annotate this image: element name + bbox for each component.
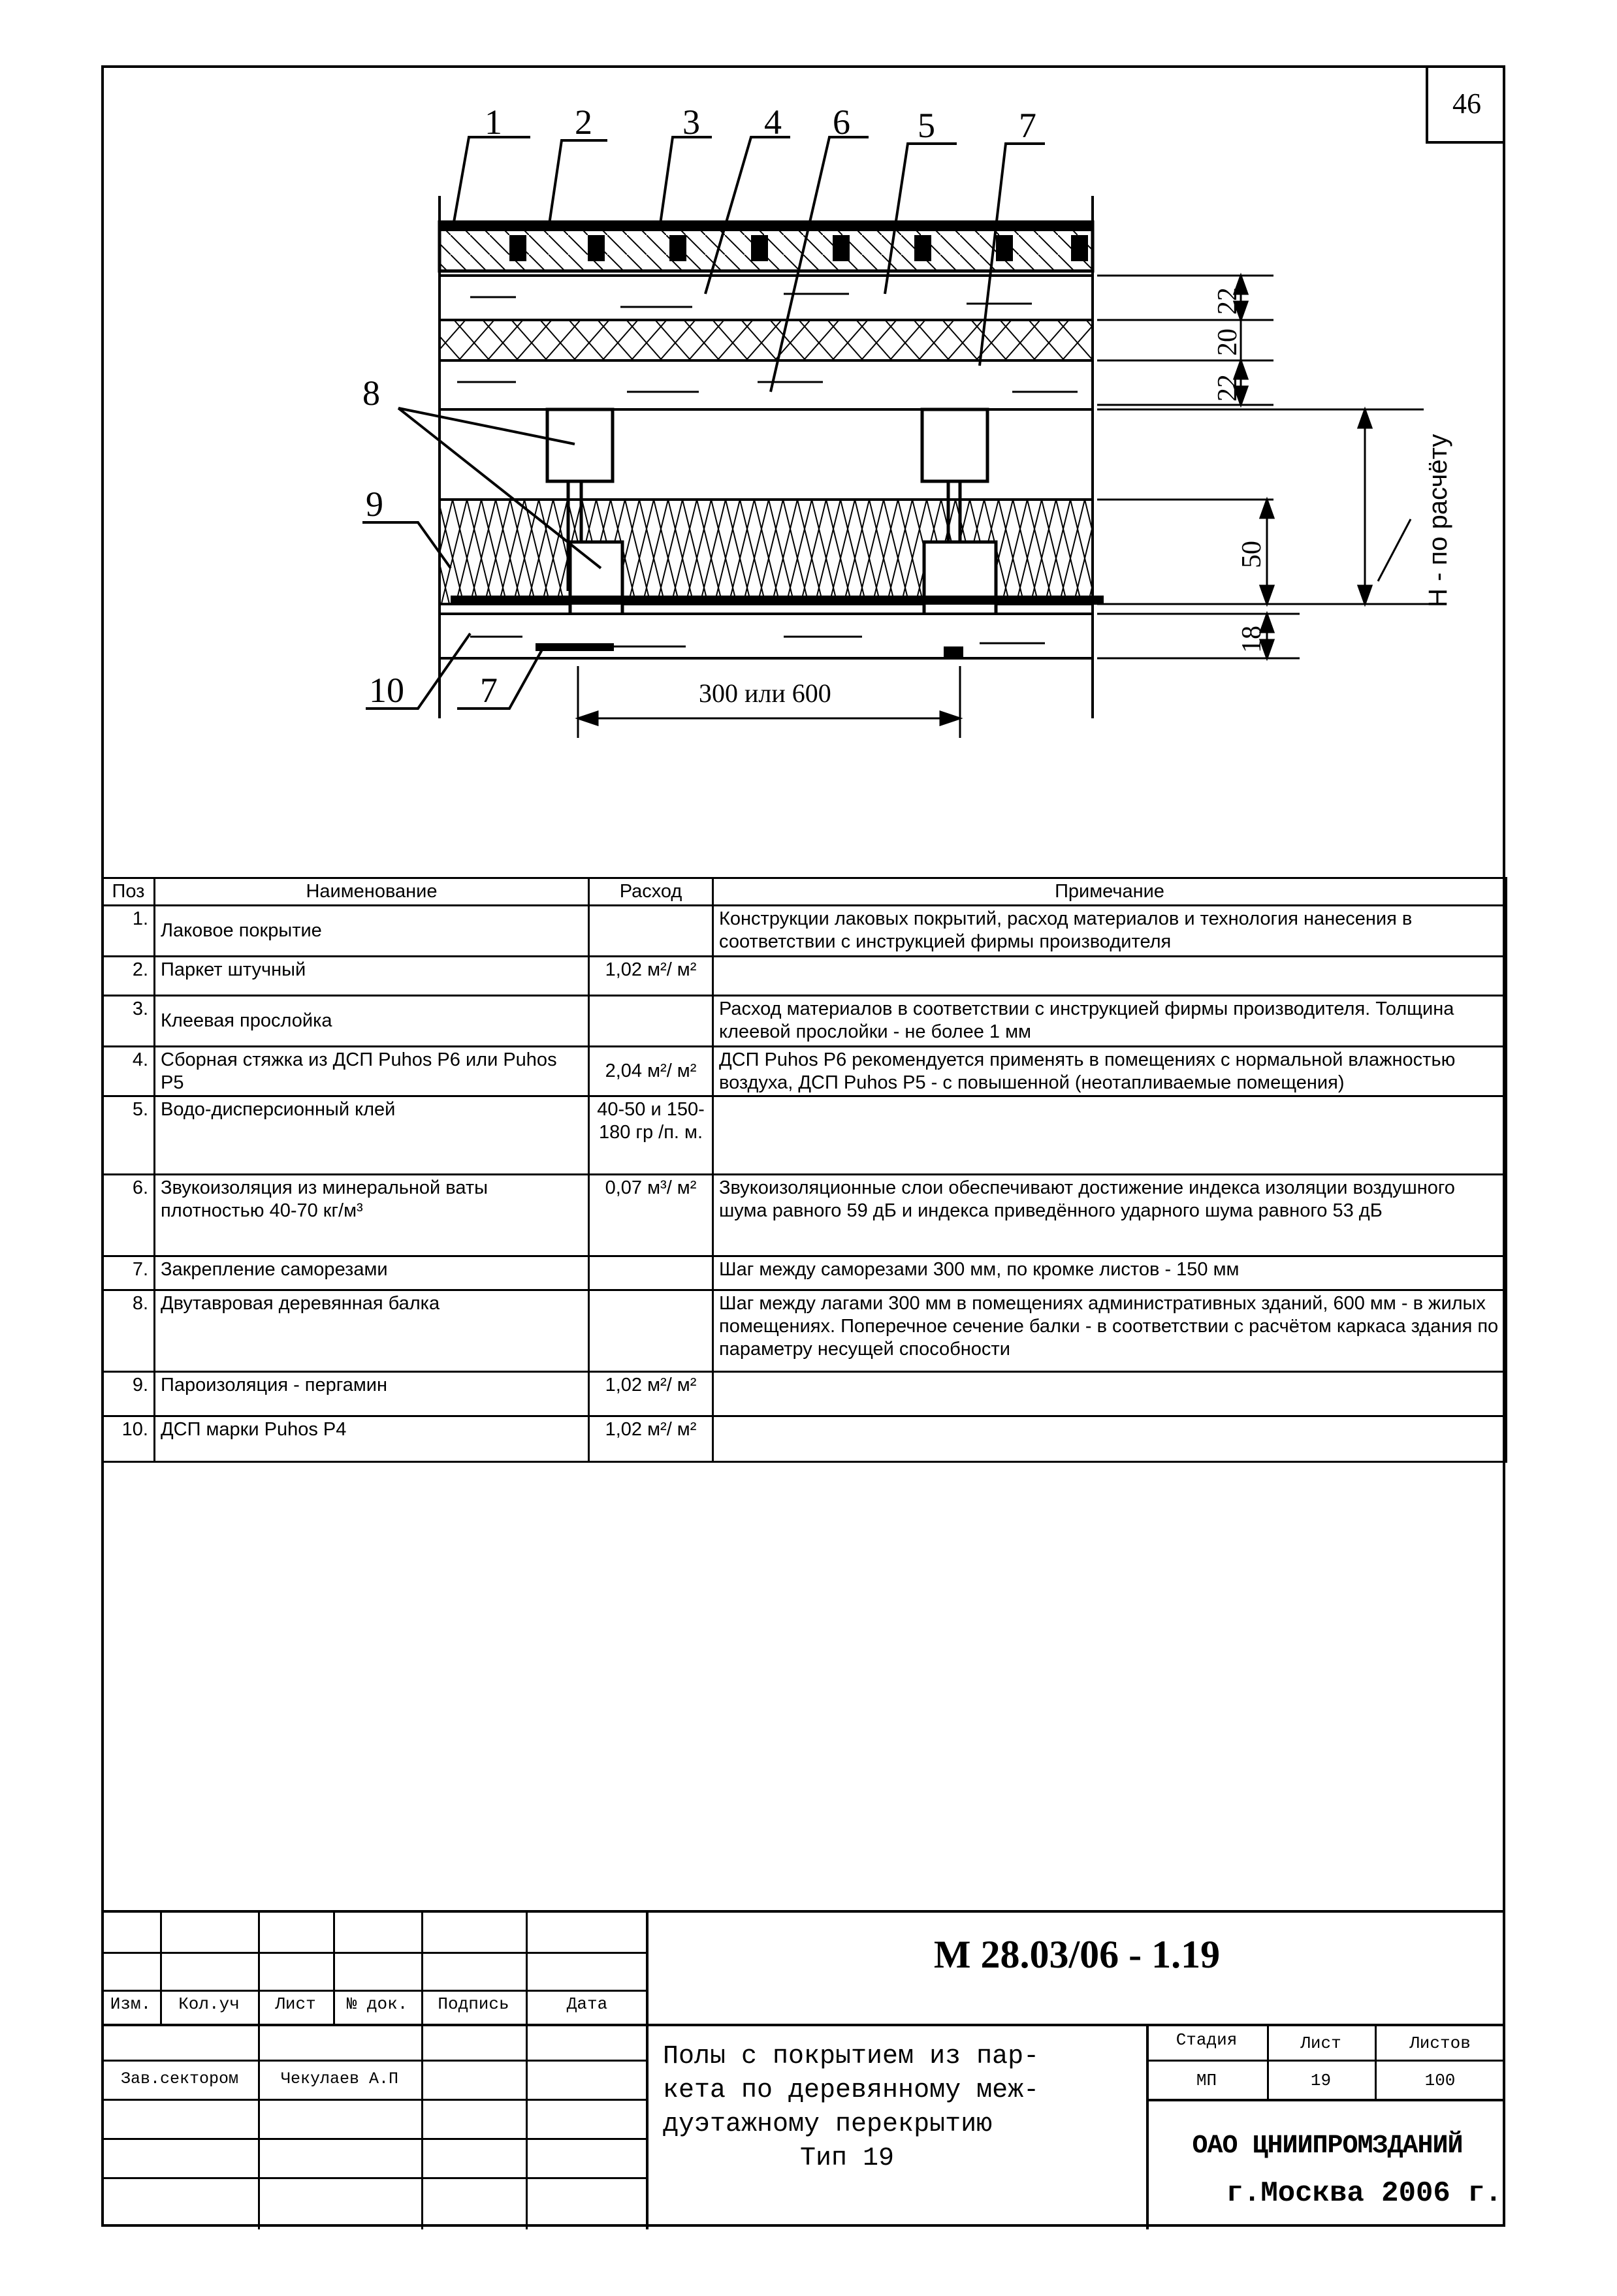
role-label: Зав.сектором (120, 2069, 239, 2088)
table-row: 4. Сборная стяжка из ДСП Puhos P6 или Puhos P5 2,04 м²/ м² ДСП Puhos P6 рекомендуется применять в помещениях с нормальной влажностью воздуха, ДСП Puhos P5 - с повышенной (неотапливаемые помещения) (103, 1046, 1507, 1096)
sheet-label: Лист (1300, 2033, 1341, 2053)
dim-18: 18 (1237, 626, 1267, 653)
stage-value: МП (1196, 2071, 1217, 2090)
col-kol: Кол.уч (178, 1994, 240, 2014)
callout-7-top: 7 (1019, 106, 1036, 145)
city-year: г.Москва 2006 г. (1226, 2177, 1502, 2210)
callout-7-bottom: 7 (480, 671, 498, 710)
sheet-number: 46 (1426, 65, 1505, 144)
stage-label: Стадия (1176, 2030, 1238, 2050)
callout-10: 10 (369, 671, 404, 710)
callout-8: 8 (362, 374, 380, 413)
col-doc: № док. (346, 1994, 408, 2014)
person-name: Чекулаев А.П (280, 2069, 399, 2088)
header-name: Наименование (155, 878, 589, 906)
screed-layer-2 (440, 320, 1093, 360)
callout-1: 1 (485, 103, 502, 142)
vapor-barrier (451, 596, 1104, 605)
screed-layer-3 (440, 360, 1093, 409)
header-note: Примечание (713, 878, 1507, 906)
document-code: М 28.03/06 - 1.19 (933, 1933, 1221, 1976)
organization: ОАО ЦНИИПРОМЗДАНИЙ (1192, 2131, 1463, 2161)
table-row: 9. Пароизоляция - пергамин 1,02 м²/ м² (103, 1372, 1507, 1416)
table-row: 10. ДСП марки Puhos P4 1,02 м²/ м² (103, 1416, 1507, 1462)
dim-22-bottom: 22 (1213, 374, 1243, 402)
callout-2: 2 (575, 103, 592, 142)
sheets-value: 100 (1424, 2071, 1456, 2090)
table-row: 5. Водо-дисперсионный клей 40-50 и 150-180 гр /п. м. (103, 1096, 1507, 1175)
dim-20: 20 (1213, 328, 1243, 356)
table-row: 1. Лаковое покрытие Конструкции лаковых покрытий, расход материалов и технология нанесения в соответствии с инструкцией фирмы производителя (103, 905, 1507, 956)
table-row: 3. Клеевая прослойка Расход материалов в соответствии с инструкцией фирмы производителя. Толщина клеевой прослойки - не более 1 мм (103, 995, 1507, 1046)
col-sign: Подпись (438, 1994, 509, 2014)
col-date: Дата (566, 1994, 608, 2014)
col-izm: Изм. (110, 1994, 152, 2014)
table-row: 6. Звукоизоляция из минеральной ваты плотностью 40-70 кг/м³ 0,07 м³/ м² Звукоизоляционные слои обеспечивают достижение индекса изоляции воздушного шума равного 59 дБ и индекса приведённого ударного шума равного 53 дБ (103, 1175, 1507, 1256)
callout-9: 9 (366, 485, 383, 524)
title-block (101, 1910, 1505, 2227)
dim-span: 300 или 600 (699, 678, 831, 708)
callout-3: 3 (682, 103, 700, 142)
header-rate: Расход (589, 878, 713, 906)
callout-4: 4 (764, 103, 782, 142)
dim-h-label: H - по расчёту (1424, 434, 1452, 607)
callout-5: 5 (918, 106, 935, 145)
table-row: 8. Двутавровая деревянная балка Шаг между лагами 300 мм в помещениях административных зданий, 600 мм - в жилых помещениях. Поперечное сечение балки - в соответствии с расчётом каркаса здания по параметру несущей способности (103, 1290, 1507, 1372)
document-title: Полы с покрытием из пар- кета по деревянному меж- дуэтажному перекрытию Тип 19 (663, 2042, 1040, 2173)
dim-22-top: 22 (1213, 287, 1243, 315)
sheets-label: Листов (1409, 2033, 1471, 2053)
callout-6: 6 (833, 103, 850, 142)
dim-50: 50 (1237, 541, 1267, 568)
specification-table (101, 877, 1507, 1463)
table-header (103, 878, 1507, 906)
col-list: Лист (275, 1994, 316, 2014)
floor-section-drawing (0, 0, 1617, 877)
screed-layer-1 (440, 276, 1093, 320)
header-pos: Поз (103, 878, 155, 906)
sheet-value: 19 (1310, 2071, 1332, 2090)
base-board (440, 614, 1093, 658)
table-row: 2. Паркет штучный 1,02 м²/ м² (103, 956, 1507, 995)
table-row: 7. Закрепление саморезами Шаг между саморезами 300 мм, по кромке листов - 150 мм (103, 1256, 1507, 1290)
